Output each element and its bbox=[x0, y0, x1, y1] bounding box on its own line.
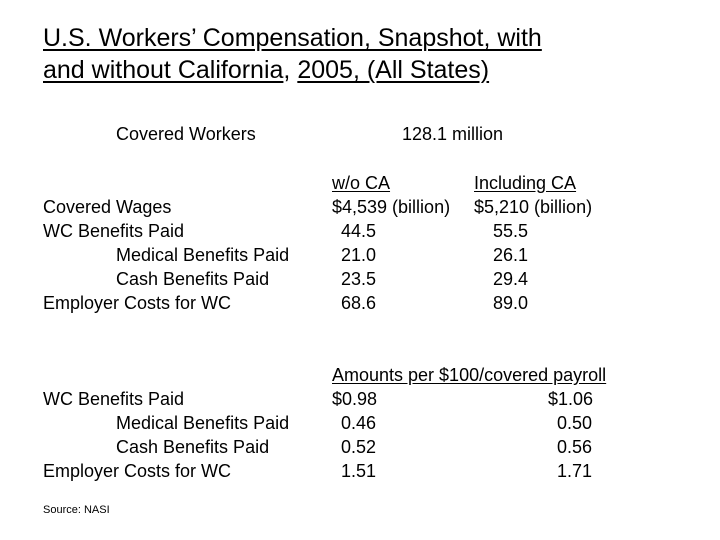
value-without-ca: 21.0 bbox=[341, 245, 377, 265]
value-without-ca: $0.98 bbox=[332, 389, 378, 409]
value-including-ca: 55.5 bbox=[493, 221, 529, 241]
value-without-ca: 0.46 bbox=[341, 413, 377, 433]
row-label: Cash Benefits Paid bbox=[116, 437, 270, 457]
title-year: 2005, (All States) bbox=[297, 56, 490, 84]
value-including-ca: $1.06 bbox=[548, 389, 594, 409]
slide-title bbox=[43, 22, 542, 86]
row-label: Medical Benefits Paid bbox=[116, 245, 290, 265]
title-separator: , bbox=[283, 56, 298, 84]
value-including-ca: 0.50 bbox=[557, 413, 593, 433]
value-including-ca: 89.0 bbox=[493, 293, 529, 313]
value-including-ca: 29.4 bbox=[493, 269, 529, 289]
row-label: Employer Costs for WC bbox=[43, 293, 232, 313]
covered-workers-value: 128.1 million bbox=[402, 124, 504, 144]
value-without-ca: 1.51 bbox=[341, 461, 377, 481]
row-label: WC Benefits Paid bbox=[43, 389, 185, 409]
row-label: Cash Benefits Paid bbox=[116, 269, 270, 289]
value-including-ca: 0.56 bbox=[557, 437, 593, 457]
title-line-1: U.S. Workers’ Compensation, Snapshot, with bbox=[43, 24, 542, 52]
value-including-ca: 26.1 bbox=[493, 245, 529, 265]
value-without-ca: 68.6 bbox=[341, 293, 377, 313]
value-without-ca: 44.5 bbox=[341, 221, 377, 241]
header-amounts-per-100: Amounts per $100/covered payroll bbox=[332, 365, 607, 385]
header-without-ca: w/o CA bbox=[332, 173, 391, 193]
row-label: Employer Costs for WC bbox=[43, 461, 232, 481]
value-without-ca: $4,539 (billion) bbox=[332, 197, 451, 217]
value-without-ca: 0.52 bbox=[341, 437, 377, 457]
title-line-2: and without California bbox=[43, 56, 284, 84]
covered-workers-label: Covered Workers bbox=[116, 124, 256, 144]
row-label: Covered Wages bbox=[43, 197, 172, 217]
value-without-ca: 23.5 bbox=[341, 269, 377, 289]
value-including-ca: $5,210 (billion) bbox=[474, 197, 593, 217]
row-label: WC Benefits Paid bbox=[43, 221, 185, 241]
row-label: Medical Benefits Paid bbox=[116, 413, 290, 433]
source-note: Source: NASI bbox=[43, 504, 110, 516]
value-including-ca: 1.71 bbox=[557, 461, 593, 481]
header-including-ca: Including CA bbox=[474, 173, 577, 193]
